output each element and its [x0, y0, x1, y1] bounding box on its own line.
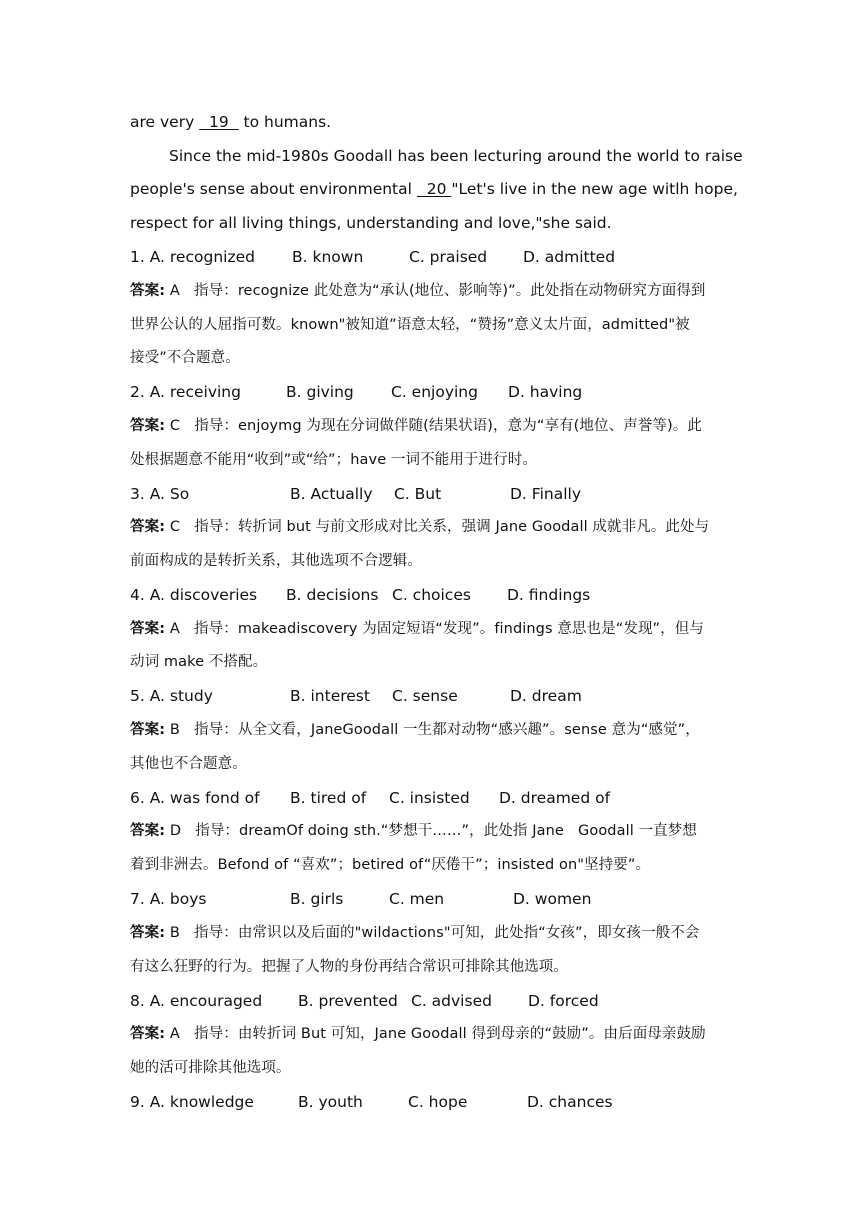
explanation-text: 由转折词 But 可知，Jane Goodall 得到母亲的“鼓励”。由后面母亲鼓励 — [237, 1026, 706, 1042]
explanation-line: 前面构成的是转折关系，其他选项不合逻辑。 — [130, 553, 422, 569]
option: 4. A. discoveries — [130, 586, 258, 604]
answer-label: 答案: — [130, 283, 166, 299]
option: B. girls — [290, 890, 344, 908]
answer-label: 答案: — [130, 823, 166, 839]
option: D. dream — [510, 687, 582, 705]
explanation-text: 由常识以及后面的"wildactions"可知，此处指“女孩”，即女孩一般不会 — [237, 925, 700, 941]
option: B. prevented — [298, 992, 398, 1010]
answer-label: 答案: — [130, 1026, 166, 1042]
explanation-line: 着到非洲去。Befond of “喜欢”；betired of“厌倦干”；insisted on"坚持要”。 — [130, 857, 651, 873]
question-7-options — [130, 889, 735, 909]
answer-label: 答案: — [130, 722, 166, 738]
option: B. youth — [298, 1093, 363, 1111]
option: C. praised — [409, 248, 488, 266]
explanation-text: makeadiscovery 为固定短语“发现”。findings 意思也是“发现”，但与 — [237, 621, 704, 637]
option: B. giving — [286, 383, 354, 401]
passage-line-3 — [130, 179, 738, 199]
question-9-options — [130, 1092, 735, 1112]
guide-label: 指导： — [194, 283, 238, 299]
answer-letter: A — [169, 621, 180, 637]
question-3-options — [130, 484, 735, 504]
option: D. findings — [507, 586, 591, 604]
answer-label: 答案: — [130, 925, 166, 941]
option: C. sense — [392, 687, 458, 705]
option: 9. A. knowledge — [130, 1093, 254, 1111]
answer-letter: A — [169, 1026, 180, 1042]
explanation-line: 有这么狂野的行为。把握了人物的身份再结合常识可排除其他选项。 — [130, 959, 568, 975]
option: D. chances — [527, 1093, 613, 1111]
option: D. Finally — [510, 485, 581, 503]
question-1-explanation — [130, 281, 735, 301]
guide-label: 指导： — [194, 418, 239, 434]
question-6-options — [130, 788, 735, 808]
option: C. hope — [408, 1093, 468, 1111]
passage-text: "Let's live in the new age witlh hope, — [451, 180, 738, 198]
question-8-options — [130, 991, 735, 1011]
answer-letter: D — [169, 823, 182, 839]
guide-label: 指导： — [194, 519, 239, 535]
passage-text: people's sense about environmental — [130, 180, 417, 198]
option: D. having — [508, 383, 583, 401]
option: B. known — [292, 248, 364, 266]
option: C. men — [389, 890, 445, 908]
answer-letter: A — [169, 283, 180, 299]
blank-20: 20 — [416, 180, 452, 198]
question-4-options — [130, 585, 735, 605]
explanation-line: 世界公认的人屈指可数。known"被知道”语意太轻，“赞扬”意义太片面，admitted"被 — [130, 317, 690, 333]
passage-text: are very — [130, 113, 200, 131]
option: C. insisted — [389, 789, 470, 807]
explanation-text: recognize 此处意为“承认(地位、影响等)”。此处指在动物研究方面得到 — [237, 283, 706, 299]
question-1-options — [130, 247, 735, 267]
question-2-explanation — [130, 416, 735, 436]
explanation-line: 处根据题意不能用“收到”或“给”；have 一词不能用于进行时。 — [130, 452, 537, 468]
explanation-text: enjoymg 为现在分词做伴随(结果状语)，意为“享有(地位、声誉等)。此 — [238, 418, 702, 434]
answer-label: 答案: — [130, 519, 166, 535]
answer-letter: C — [169, 418, 181, 434]
guide-label: 指导： — [194, 925, 238, 941]
answer-label: 答案: — [130, 418, 166, 434]
answer-letter: B — [169, 722, 180, 738]
guide-label: 指导： — [195, 823, 240, 839]
explanation-line: 其他也不合题意。 — [130, 756, 247, 772]
option: C. enjoying — [391, 383, 478, 401]
guide-label: 指导： — [194, 621, 238, 637]
question-8-explanation — [130, 1024, 735, 1044]
blank-19: 19 — [199, 113, 239, 131]
question-5-explanation — [130, 720, 735, 740]
option: B. Actually — [290, 485, 373, 503]
explanation-text: dreamOf doing sth.“梦想干……”，此处指 Jane Goodall 一直梦想 — [239, 823, 697, 839]
option: 2. A. receiving — [130, 383, 241, 401]
option: 6. A. was fond of — [130, 789, 260, 807]
option: D. admitted — [523, 248, 616, 266]
answer-letter: C — [169, 519, 181, 535]
question-4-explanation — [130, 619, 735, 639]
passage-text: to humans. — [238, 113, 332, 131]
option: B. interest — [290, 687, 370, 705]
option: D. women — [513, 890, 592, 908]
option: B. decisions — [286, 586, 379, 604]
option: 1. A. recognized — [130, 248, 255, 266]
question-2-options — [130, 382, 735, 402]
explanation-line: 她的活可排除其他选项。 — [130, 1060, 291, 1076]
explanation-text: 转折词 but 与前文形成对比关系，强调 Jane Goodall 成就非凡。此处与 — [238, 519, 710, 535]
question-3-explanation — [130, 517, 735, 537]
option: D. dreamed of — [499, 789, 611, 807]
option: C. choices — [392, 586, 471, 604]
guide-label: 指导： — [194, 722, 238, 738]
guide-label: 指导： — [194, 1026, 238, 1042]
passage-line-4: respect for all living things, understanding and love,"she said. — [130, 214, 612, 232]
option: 5. A. study — [130, 687, 213, 705]
passage-line-2: Since the mid-1980s Goodall has been lecturing around the world to raise — [169, 147, 743, 165]
option: 7. A. boys — [130, 890, 207, 908]
option: D. forced — [528, 992, 599, 1010]
question-5-options — [130, 686, 735, 706]
answer-label: 答案: — [130, 621, 166, 637]
answer-letter: B — [169, 925, 180, 941]
option: C. advised — [411, 992, 492, 1010]
question-7-explanation — [130, 923, 735, 943]
explanation-line: 接受”不合题意。 — [130, 350, 240, 366]
question-6-explanation — [130, 821, 735, 841]
option: 8. A. encouraged — [130, 992, 263, 1010]
option: B. tired of — [290, 789, 367, 807]
option: C. But — [394, 485, 442, 503]
passage-line-1 — [130, 112, 735, 132]
explanation-text: 从全文看，JaneGoodall 一生都对动物“感兴趣”。sense 意为“感觉”， — [237, 722, 700, 738]
explanation-line: 动词 make 不搭配。 — [130, 654, 268, 670]
option: 3. A. So — [130, 485, 190, 503]
